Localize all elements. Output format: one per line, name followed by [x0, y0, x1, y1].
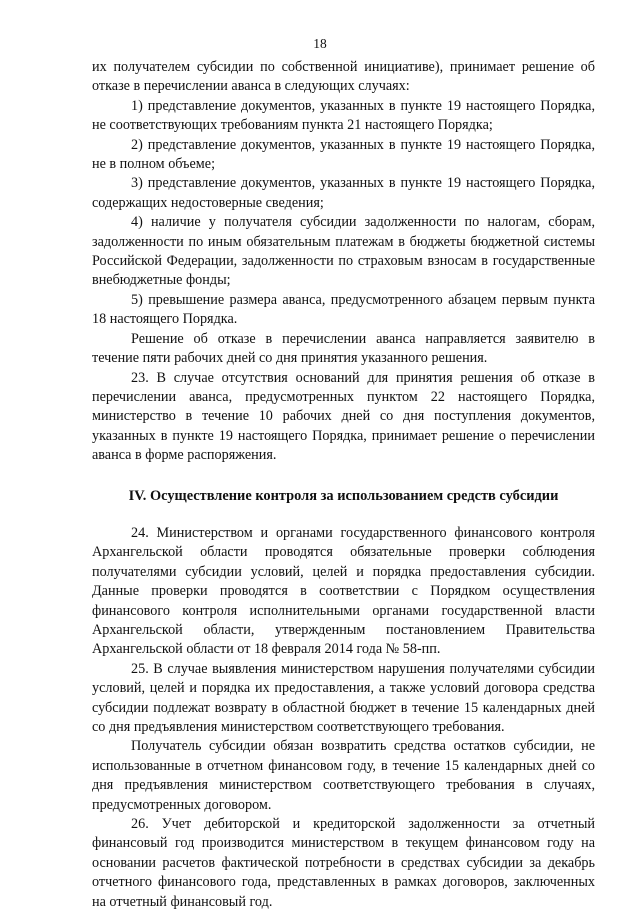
section-heading: IV. Осуществление контроля за использованием средств субсидии	[128, 487, 559, 504]
paragraph-refund-obligation: Получатель субсидии обязан возвратить средства остатков субсидии, не использованные в отчетном финансовом году, в течение 15 календарных дней со дня предъявления министерством соответствующего требования в случаях, предусмотренных договором.	[92, 738, 595, 813]
page-number: 18	[313, 36, 327, 51]
paragraph-23: 23. В случае отсутствия оснований для принятия решения об отказе в перечислении аванса, предусмотренных пунктом 22 настоящего Порядка, министерство в течение 10 рабочих дней со дня поступления документов, указанных в пункте 19 настоящего Порядка, принимает решение о перечислении аванса в форме распоряжения.	[92, 369, 595, 464]
document-body	[92, 58, 595, 912]
list-item-4: 4) наличие у получателя субсидии задолженности по налогам, сборам, задолженности по иным обязательным платежам в бюджеты бюджетной системы Российской Федерации, задолженности по страховым взносам в государственные внебюджетные фонды;	[92, 214, 595, 289]
list-item-3: 3) представление документов, указанных в пункте 19 настоящего Порядка, содержащих недостоверные сведения;	[92, 175, 595, 211]
list-item-2: 2) представление документов, указанных в пункте 19 настоящего Порядка, не в полном объеме;	[92, 136, 595, 173]
paragraph-26: 26. Учет дебиторской и кредиторской задолженности за отчетный финансовый год производится министерством в текущем финансовом году на основании расчетов фактической потребности в средствах субсидии за декабрь отчетного финансового года, представленных в рамках договоров, заключенных на отчетный финансовый год.	[92, 816, 595, 910]
paragraph-continuation: их получателем субсидии по собственной инициативе), принимает решение об отказе в перечислении аванса в следующих случаях:	[92, 59, 595, 95]
paragraph-24: 24. Министерством и органами государственного финансового контроля Архангельской области проводятся обязательные проверки соблюдения получателями субсидии условий, целей и порядка предоставления субсидии. Данные проверки проводятся в соответствии с Порядком осуществления финансового контроля исполнительными органами государственной власти Архангельской области, утвержденным постановлением Правительства Архангельской области от 18 февраля 2014 года № 58-пп.	[92, 524, 595, 658]
list-item-1: 1) представление документов, указанных в пункте 19 настоящего Порядка, не соответствующих требованиям пункта 21 настоящего Порядка;	[92, 97, 595, 134]
paragraph-refusal-notice: Решение об отказе в перечислении аванса направляется заявителю в течение пяти рабочих дней со дня принятия указанного решения.	[92, 330, 595, 367]
paragraph-25: 25. В случае выявления министерством нарушения получателями субсидии условий, целей и порядка их предоставления, а также условий договора средства субсидии подлежат возврату в областной бюджет в течение 15 календарных дней со дня предъявления министерством соответствующего требования.	[92, 660, 595, 735]
list-item-5: 5) превышение размера аванса, предусмотренного абзацем первым пункта 18 настоящего Порядка.	[92, 291, 595, 328]
